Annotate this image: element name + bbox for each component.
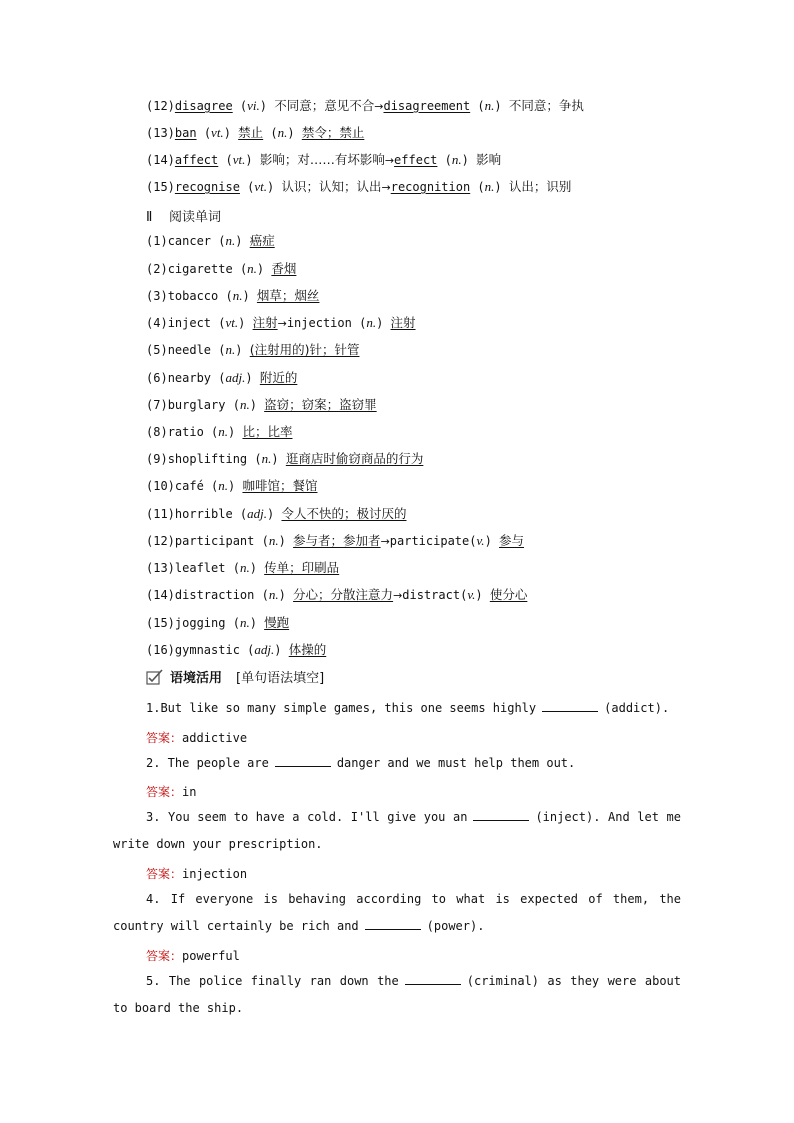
- reading-item: (16)gymnastic (adj.) 体操的: [146, 642, 327, 657]
- answer: 答案：in: [146, 785, 197, 799]
- answer-blank: [275, 754, 331, 767]
- reading-item: (7)burglary (n.) 盗窃；窃案；盗窃罪: [146, 397, 377, 412]
- question: 4. If everyone is behaving according to what is expected of them, the country will certainly be rich and (power).: [113, 892, 681, 933]
- question: 2. The people are danger and we must help them out.: [146, 756, 576, 770]
- reading-item: (9)shoplifting (n.) 逛商店时偷窃商品的行为: [146, 451, 424, 466]
- question: 3. You seem to have a cold. I'll give you an (inject). And let me write down your prescription.: [113, 810, 681, 851]
- reading-item: (6)nearby (adj.) 附近的: [146, 370, 298, 385]
- vocab-item: (12)disagree (vi.) 不同意；意见不合→disagreement (n.) 不同意；争执: [146, 98, 584, 113]
- reading-item: (10)café (n.) 咖啡馆；餐馆: [146, 478, 318, 493]
- reading-item: (1)cancer (n.) 癌症: [146, 233, 275, 248]
- practice-title: 语境活用: [170, 671, 223, 686]
- practice-header: [146, 667, 324, 686]
- answer-blank: [473, 808, 529, 821]
- question: 5. The police finally ran down the (criminal) as they were about to board the ship.: [113, 974, 682, 1015]
- reading-item: (5)needle (n.) (注射用的)针；针管: [146, 342, 360, 357]
- practice-subtitle: [单句语法填空]: [236, 671, 325, 686]
- answer-blank: [542, 699, 598, 712]
- vocab-item: (14)affect (vt.) 影响；对……有坏影响→effect (n.) 影响: [146, 152, 502, 167]
- reading-item: (13)leaflet (n.) 传单；印刷品: [146, 560, 340, 575]
- reading-item: (2)cigarette (n.) 香烟: [146, 261, 297, 276]
- reading-item: (3)tobacco (n.) 烟草；烟丝: [146, 288, 320, 303]
- reading-item: (14)distraction (n.) 分心；分散注意力→distract(v.) 使分心: [146, 587, 528, 602]
- answer: 答案：powerful: [146, 949, 240, 963]
- reading-item: (11)horrible (adj.) 令人不快的；极讨厌的: [146, 506, 407, 521]
- checkbox-pencil-icon: [146, 669, 164, 685]
- question: 1.But like so many simple games, this one seems highly (addict).: [146, 701, 670, 715]
- section-heading: Ⅱ 阅读单词: [146, 210, 221, 225]
- reading-item: (4)inject (vt.) 注射→injection (n.) 注射: [146, 315, 416, 330]
- reading-item: (15)jogging (n.) 慢跑: [146, 615, 290, 630]
- answer: 答案：addictive: [146, 731, 248, 745]
- reading-item: (8)ratio (n.) 比；比率: [146, 424, 293, 439]
- answer-blank: [365, 917, 421, 930]
- answer: 答案：injection: [146, 867, 248, 881]
- vocab-item: (15)recognise (vt.) 认识；认知；认出→recognition (n.) 认出；识别: [146, 179, 572, 194]
- reading-item: (12)participant (n.) 参与者；参加者→participate(v.) 参与: [146, 533, 525, 548]
- answer-blank: [405, 972, 461, 985]
- vocab-item: (13)ban (vt.) 禁止 (n.) 禁令；禁止: [146, 125, 365, 140]
